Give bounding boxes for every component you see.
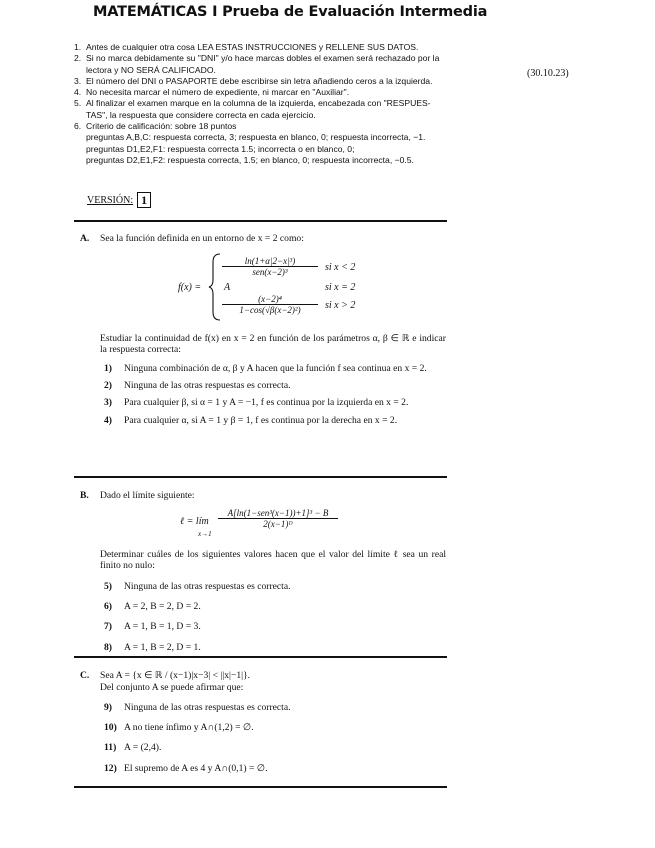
instruction-item (74, 98, 452, 121)
instruction-item (74, 42, 452, 53)
answer-option (104, 722, 446, 733)
question-c-statement: Del conjunto A se puede afirmar que: (100, 682, 244, 693)
exam-date: (30.10.23) (527, 68, 569, 79)
question-b-statement: Determinar cuáles de los siguientes valores hacen que el valor del límite ℓ sea un real finito no nulo: (100, 549, 446, 572)
version-label: VERSIÓN: (87, 194, 134, 206)
instruction-number: 5. (74, 98, 82, 109)
case2-condition: si x = 2 (325, 282, 356, 293)
limit-numerator: A[ln(1−sen³(x−1))+1]³ − B (218, 508, 338, 519)
question-intro: Sea la función definida en un entorno de x = 2 como: (100, 233, 304, 244)
case1-fraction (222, 256, 318, 277)
option-text: El supremo de A es 4 y A∩(0,1) = ∅. (124, 762, 268, 774)
case1-denominator: sen(x−2)³ (252, 267, 288, 277)
section-divider (74, 786, 447, 788)
option-text: Ninguna combinación de α, β y A hacen que la función f sea continua en x = 2. (124, 363, 427, 374)
question-letter: C. (80, 670, 90, 681)
option-number: 4) (104, 414, 112, 426)
limit-denominator: 2(x−1)ᴰ (263, 519, 293, 529)
option-number: 1) (104, 363, 112, 374)
option-text: A = (2,4). (124, 742, 162, 754)
case2-value: A (224, 282, 231, 293)
question-intro: Dado el límite siguiente: (100, 490, 195, 501)
answer-option (104, 621, 446, 632)
case3-fraction (222, 294, 318, 315)
section-divider (74, 220, 447, 222)
instruction-text: Antes de cualquier otra cosa LEA ESTAS INSTRUCCIONES y RELLENE SUS DATOS. (86, 42, 419, 52)
instruction-number: 4. (74, 87, 82, 98)
instruction-text: Criterio de calificación: sobre 18 puntos (86, 121, 237, 132)
answer-option (104, 702, 446, 713)
limit-lhs: ℓ = lím (180, 516, 209, 527)
option-number: 7) (104, 621, 112, 633)
case1-condition: si x < 2 (325, 262, 356, 273)
question-a-statement: Estudiar la continuidad de f(x) en x = 2 en función de los parámetros α, β ∈ ℝ e indicar la respuesta correcta: (100, 333, 446, 356)
question-b-options (104, 581, 446, 662)
section-divider (74, 656, 447, 658)
instruction-item (74, 76, 452, 87)
limit-fraction (218, 508, 338, 529)
instruction-text: Al finalizar el examen marque en la columna de la izquierda, encabezada con "RESPUES-TAS", la respuesta que considere correcta en cada ejercicio. (86, 98, 431, 120)
answer-option (104, 363, 446, 374)
instructions-list (74, 42, 452, 166)
option-number: 3) (104, 397, 112, 409)
option-text: A = 1, B = 2, D = 1. (124, 641, 201, 653)
instruction-text: El número del DNI o PASAPORTE debe escribirse sin letra añadiendo ceros a la izquierda. (86, 75, 433, 86)
option-number: 6) (104, 601, 112, 613)
option-number: 8) (104, 641, 112, 653)
case3-denominator: 1−cos(√β(x−2)²) (239, 305, 301, 315)
answer-option (104, 763, 446, 774)
question-b-header (80, 490, 195, 501)
instruction-number: 6. (74, 121, 82, 132)
answer-option (104, 742, 446, 753)
question-letter: B. (80, 490, 89, 501)
option-number: 10) (104, 722, 117, 734)
limit-subscript: x→1 (198, 530, 212, 538)
case3-numerator: (x−2)⁴ (222, 294, 318, 305)
answer-option (104, 397, 446, 408)
criteria-line: preguntas A,B,C: respuesta correcta, 3; respuesta en blanco, 0; respuesta incorrecta, −1. (86, 132, 426, 143)
option-number: 2) (104, 380, 112, 392)
option-text: A no tiene ínfimo y A∩(1,2) = ∅. (124, 722, 254, 734)
question-a-options (104, 363, 446, 432)
answer-option (104, 415, 446, 426)
option-text: Ninguna de las otras respuestas es correcta. (124, 581, 291, 592)
section-divider (74, 476, 447, 478)
version-field (87, 192, 151, 208)
answer-option (104, 642, 446, 653)
answer-option (104, 581, 446, 592)
instruction-number: 3. (74, 75, 82, 86)
case1-numerator: ln(1+α|2−x|³) (222, 256, 318, 267)
answer-option (104, 380, 446, 391)
criteria-line: preguntas D1,E2,F1: respuesta correcta 1.5; incorrecta o en blanco, 0; (86, 143, 355, 154)
question-c-options (104, 702, 446, 783)
option-text: A = 2, B = 2, D = 2. (124, 601, 201, 613)
case3-condition: si x > 2 (325, 300, 356, 311)
function-label: f(x) = (178, 282, 202, 293)
option-text: A = 1, B = 1, D = 3. (124, 621, 201, 633)
instruction-number: 1. (74, 42, 82, 52)
question-letter: A. (80, 233, 90, 244)
answer-option (104, 601, 446, 612)
question-a-header (80, 233, 304, 244)
criteria-line: preguntas D2,E1,F2: respuesta correcta, 1.5; en blanco, 0; respuesta incorrecta, −0.5. (86, 154, 414, 165)
option-text: Para cualquier α, si A = 1 y β = 1, f es continua por la derecha en x = 2. (124, 414, 398, 426)
instruction-item (74, 121, 452, 132)
option-number: 9) (104, 702, 112, 713)
option-text: Para cualquier β, si α = 1 y A = −1, f es continua por la izquierda en x = 2. (124, 397, 409, 409)
instruction-text: No necesita marcar el número de expediente, ni marcar en "Auxiliar". (86, 87, 350, 98)
exam-title: MATEMÁTICAS I Prueba de Evaluación Intermedia (93, 4, 488, 20)
option-number: 11) (104, 742, 117, 754)
option-text: Ninguna de las otras respuestas es correcta. (124, 702, 291, 713)
version-number-box: 1 (137, 192, 151, 208)
question-intro: Sea A = {x ∈ ℝ / (x−1)|x−3| < ||x|−1|}. (100, 670, 251, 681)
instruction-number: 2. (74, 53, 82, 64)
question-c-header (80, 670, 250, 681)
instruction-item (74, 87, 452, 98)
instruction-item (74, 53, 452, 76)
option-text: Ninguna de las otras respuestas es correcta. (124, 380, 291, 392)
instruction-text: Si no marca debidamente su "DNI" y/o hace marcas dobles el examen será rechazado por la lectora y NO SERÁ CALIFICADO. (86, 53, 440, 75)
option-number: 5) (104, 581, 112, 592)
piecewise-brace (208, 252, 222, 322)
option-number: 12) (104, 762, 117, 774)
